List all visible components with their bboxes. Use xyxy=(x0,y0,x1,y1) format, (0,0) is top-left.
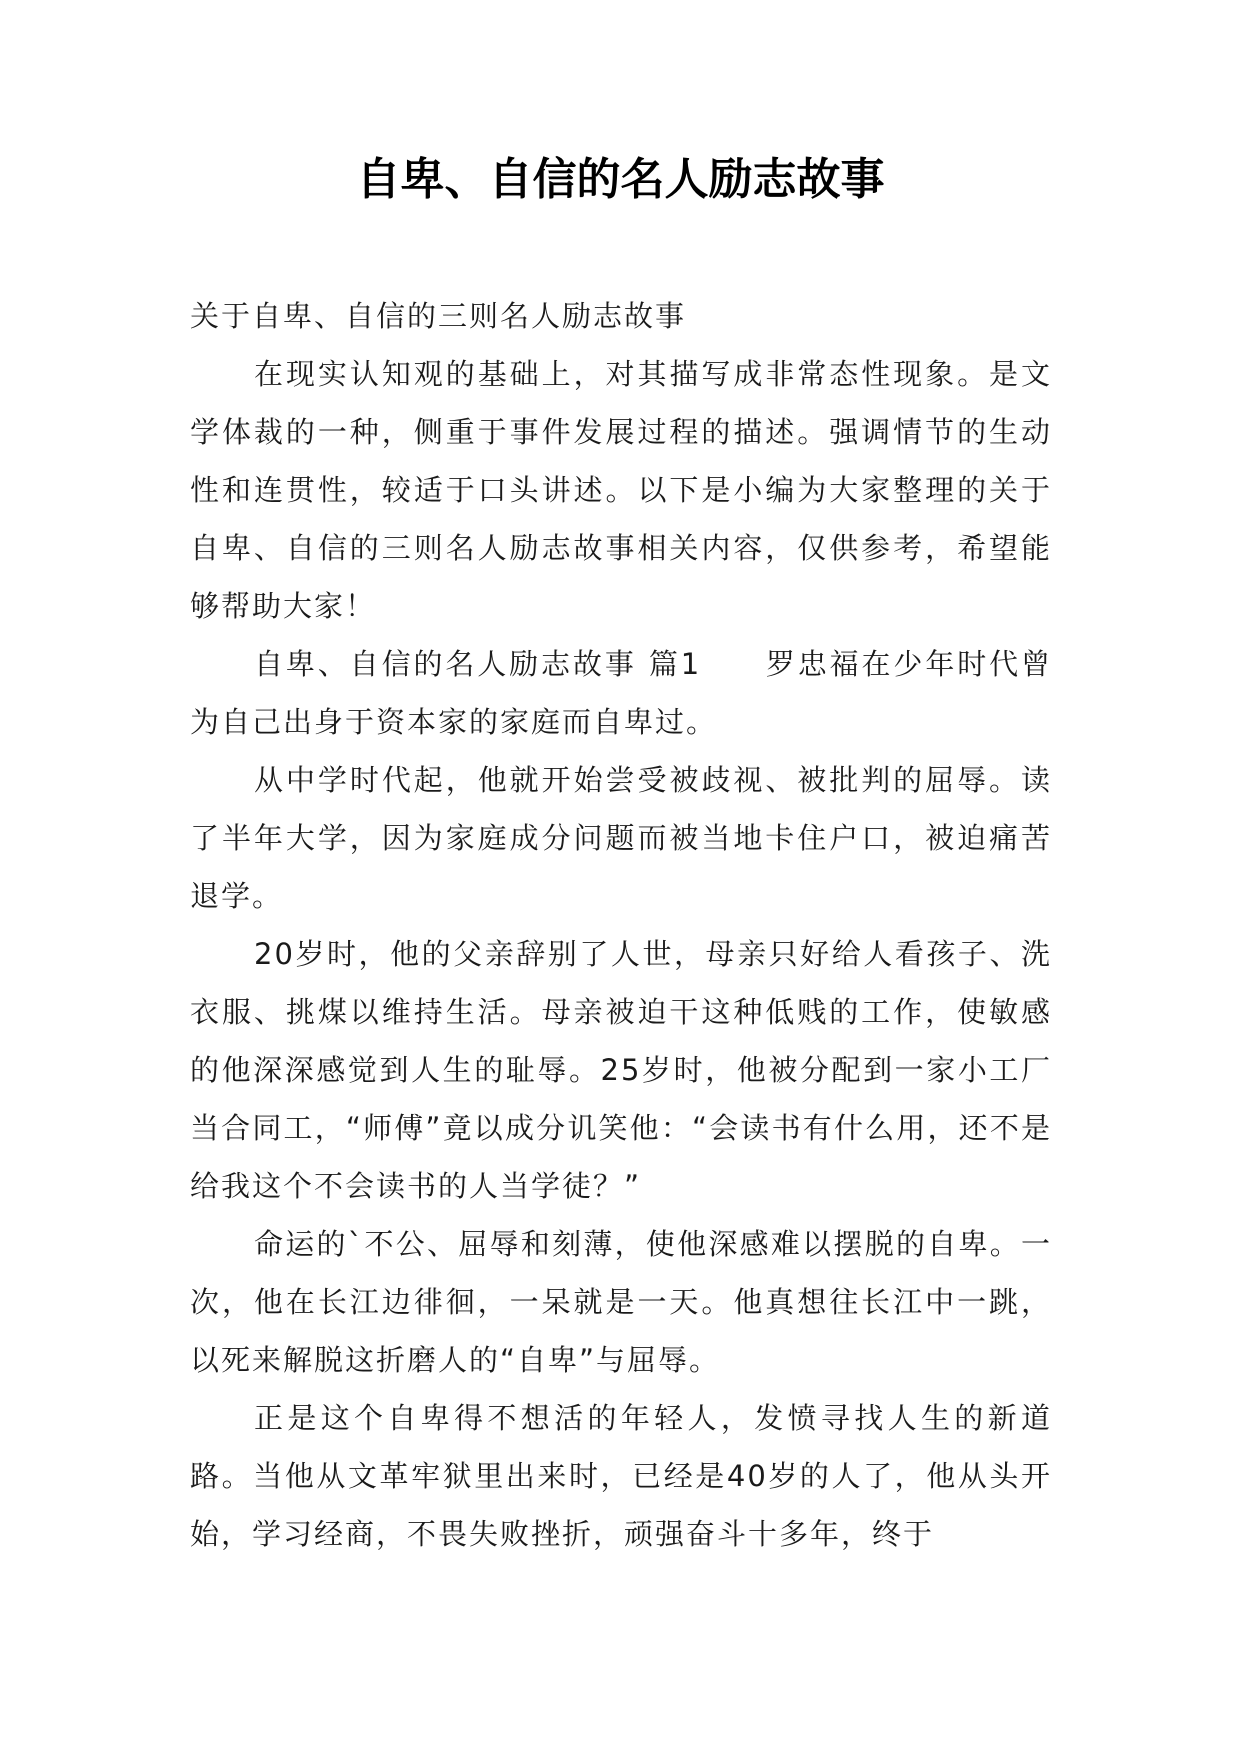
paragraph-turning-point: 正是这个自卑得不想活的年轻人，发愤寻找人生的新道路。当他从文革牢狱里出来时，已经是40岁的人了，他从头开始，学习经商，不畏失败挫折，顽强奋斗十多年，终于 xyxy=(190,1401,1052,1551)
paragraph-subtitle: 关于自卑、自信的三则名人励志故事 xyxy=(190,299,687,333)
paragraph-father: 20岁时，他的父亲辞别了人世，母亲只好给人看孩子、洗衣服、挑煤以维持生活。母亲被迫干这种低贱的工作，使敏感的他深深感觉到人生的耻辱。25岁时，他被分配到一家小工厂当合同工，“师傅”竟以成分讥笑他：“会读书有什么用，还不是给我这个不会读书的人当学徒？” xyxy=(190,937,1052,1203)
paragraph-fate: 命运的`不公、屈辱和刻薄，使他深感难以摆脱的自卑。一次，他在长江边徘徊，一呆就是一天。他真想往长江中一跳，以死来解脱这折磨人的“自卑”与屈辱。 xyxy=(190,1227,1052,1377)
document-body xyxy=(190,287,1052,1563)
document-title: 自卑、自信的名人励志故事 xyxy=(356,154,885,205)
paragraph-story-heading: 自卑、自信的名人励志故事 篇1 罗忠福在少年时代曾为自己出身于资本家的家庭而自卑过。 xyxy=(190,647,1052,739)
paragraph-intro: 在现实认知观的基础上，对其描写成非常态性现象。是文学体裁的一种，侧重于事件发展过程的描述。强调情节的生动性和连贯性，较适于口头讲述。以下是小编为大家整理的关于自卑、自信的三则名人励志故事相关内容，仅供参考，希望能够帮助大家！ xyxy=(190,357,1052,623)
paragraph-school: 从中学时代起，他就开始尝受被歧视、被批判的屈辱。读了半年大学，因为家庭成分问题而被当地卡住户口，被迫痛苦退学。 xyxy=(190,763,1052,913)
